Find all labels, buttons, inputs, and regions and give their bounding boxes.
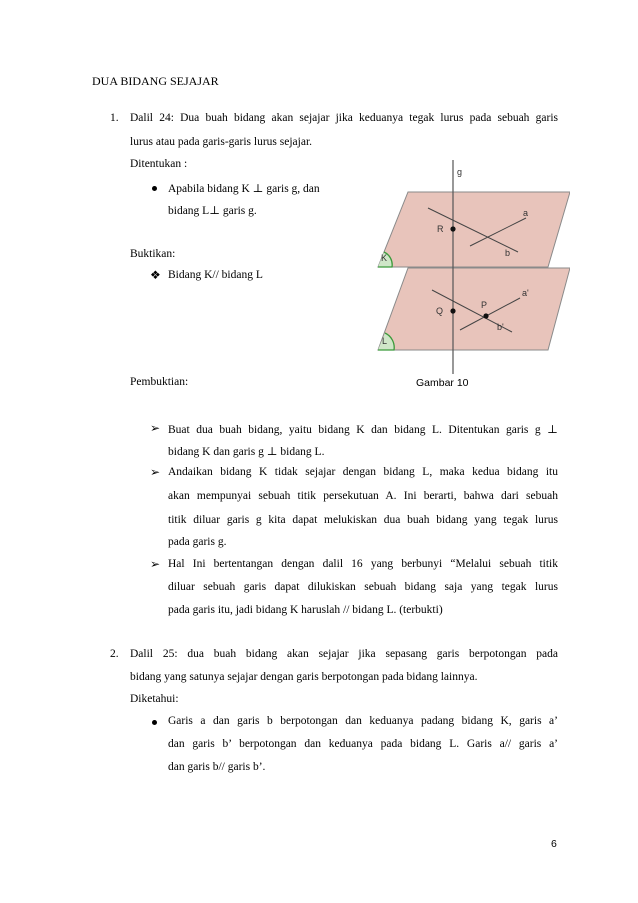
- given-line-1: Apabila bidang K ⊥ garis g, dan: [168, 183, 320, 195]
- item-number-1: 1.: [110, 112, 119, 124]
- proof-item: Bidang K// bidang L: [168, 269, 263, 281]
- step-2-line-4: pada garis g.: [168, 536, 227, 548]
- label-b: b: [505, 248, 511, 258]
- diamond-bullet-icon: ❖: [150, 268, 161, 282]
- section-heading: DUA BIDANG SEJAJAR: [92, 74, 219, 88]
- label-r: R: [437, 224, 444, 234]
- plane-l: [378, 268, 570, 350]
- item-number-2: 2.: [110, 648, 119, 660]
- label-b-prime: b': [497, 322, 504, 332]
- step-2-line-1: Andaikan bidang K tidak sejajar dengan bidang L, maka kedua bidang itu: [168, 466, 558, 478]
- step-2-line-2: akan mempunyai sebuah titik persekutuan A. Ini berarti, bahwa dari sebuah: [168, 490, 558, 502]
- step-3-line-2: diluar sebuah garis dapat dilukiskan sebuah bidang saja yang tegak lurus: [168, 581, 558, 593]
- point-q: [450, 308, 455, 313]
- step-1-line-1: Buat dua buah bidang, yaitu bidang K dan bidang L. Ditentukan garis g ⊥: [168, 424, 558, 436]
- figure-parallel-planes: [370, 160, 570, 374]
- step-3-line-3: pada garis itu, jadi bidang K haruslah // bidang L. (terbukti): [168, 604, 443, 616]
- dalil-25-line-2: bidang yang satunya sejajar dengan garis berpotongan pada bidang lainnya.: [130, 671, 478, 683]
- known-label: Diketahui:: [130, 693, 179, 705]
- figure-caption: Gambar 10: [416, 377, 469, 389]
- step-1-line-2: bidang K dan garis g ⊥ bidang L.: [168, 446, 325, 458]
- label-k: K: [381, 253, 388, 263]
- bullet-dot-icon: [152, 720, 157, 725]
- bullet-dot-icon: [152, 186, 157, 191]
- arrow-bullet-icon: ➢: [150, 557, 161, 571]
- known-line-1: Garis a dan garis b berpotongan dan keduanya padang bidang K, garis a’: [168, 715, 558, 727]
- known-line-2: dan garis b’ berpotongan dan keduanya pada bidang L. Garis a// garis a’: [168, 738, 558, 750]
- known-line-3: dan garis b// garis b’.: [168, 761, 266, 773]
- dalil-24-line-1: Dalil 24: Dua buah bidang akan sejajar jika keduanya tegak lurus pada sebuah garis: [130, 112, 558, 124]
- label-l: L: [382, 336, 388, 346]
- dalil-25-line-1: Dalil 25: dua buah bidang akan sejajar jika sepasang garis berpotongan pada: [130, 648, 558, 660]
- point-r: [450, 226, 455, 231]
- label-a-prime: a': [522, 288, 529, 298]
- point-p: [483, 313, 488, 318]
- page-number: 6: [551, 838, 557, 850]
- label-q: Q: [436, 306, 444, 316]
- label-g: g: [457, 167, 463, 177]
- proof-label: Buktikan:: [130, 248, 176, 260]
- arrow-bullet-icon: ➢: [150, 465, 161, 479]
- dalil-24-line-2: lurus atau pada garis-garis lurus sejajar.: [130, 136, 313, 148]
- given-label: Ditentukan :: [130, 158, 188, 170]
- step-3-line-1: Hal Ini bertentangan dengan dalil 16 yang berbunyi “Melalui sebuah titik: [168, 558, 558, 570]
- step-2-line-3: titik diluar garis g kita dapat melukiskan dua buah bidang yang tegak lurus: [168, 514, 558, 526]
- plane-k: [378, 192, 570, 267]
- label-a: a: [523, 208, 529, 218]
- pembuktian-label: Pembuktian:: [130, 376, 189, 388]
- arrow-bullet-icon: ➢: [150, 421, 161, 435]
- given-line-2: bidang L⊥ garis g.: [168, 205, 257, 217]
- label-p: P: [481, 300, 488, 310]
